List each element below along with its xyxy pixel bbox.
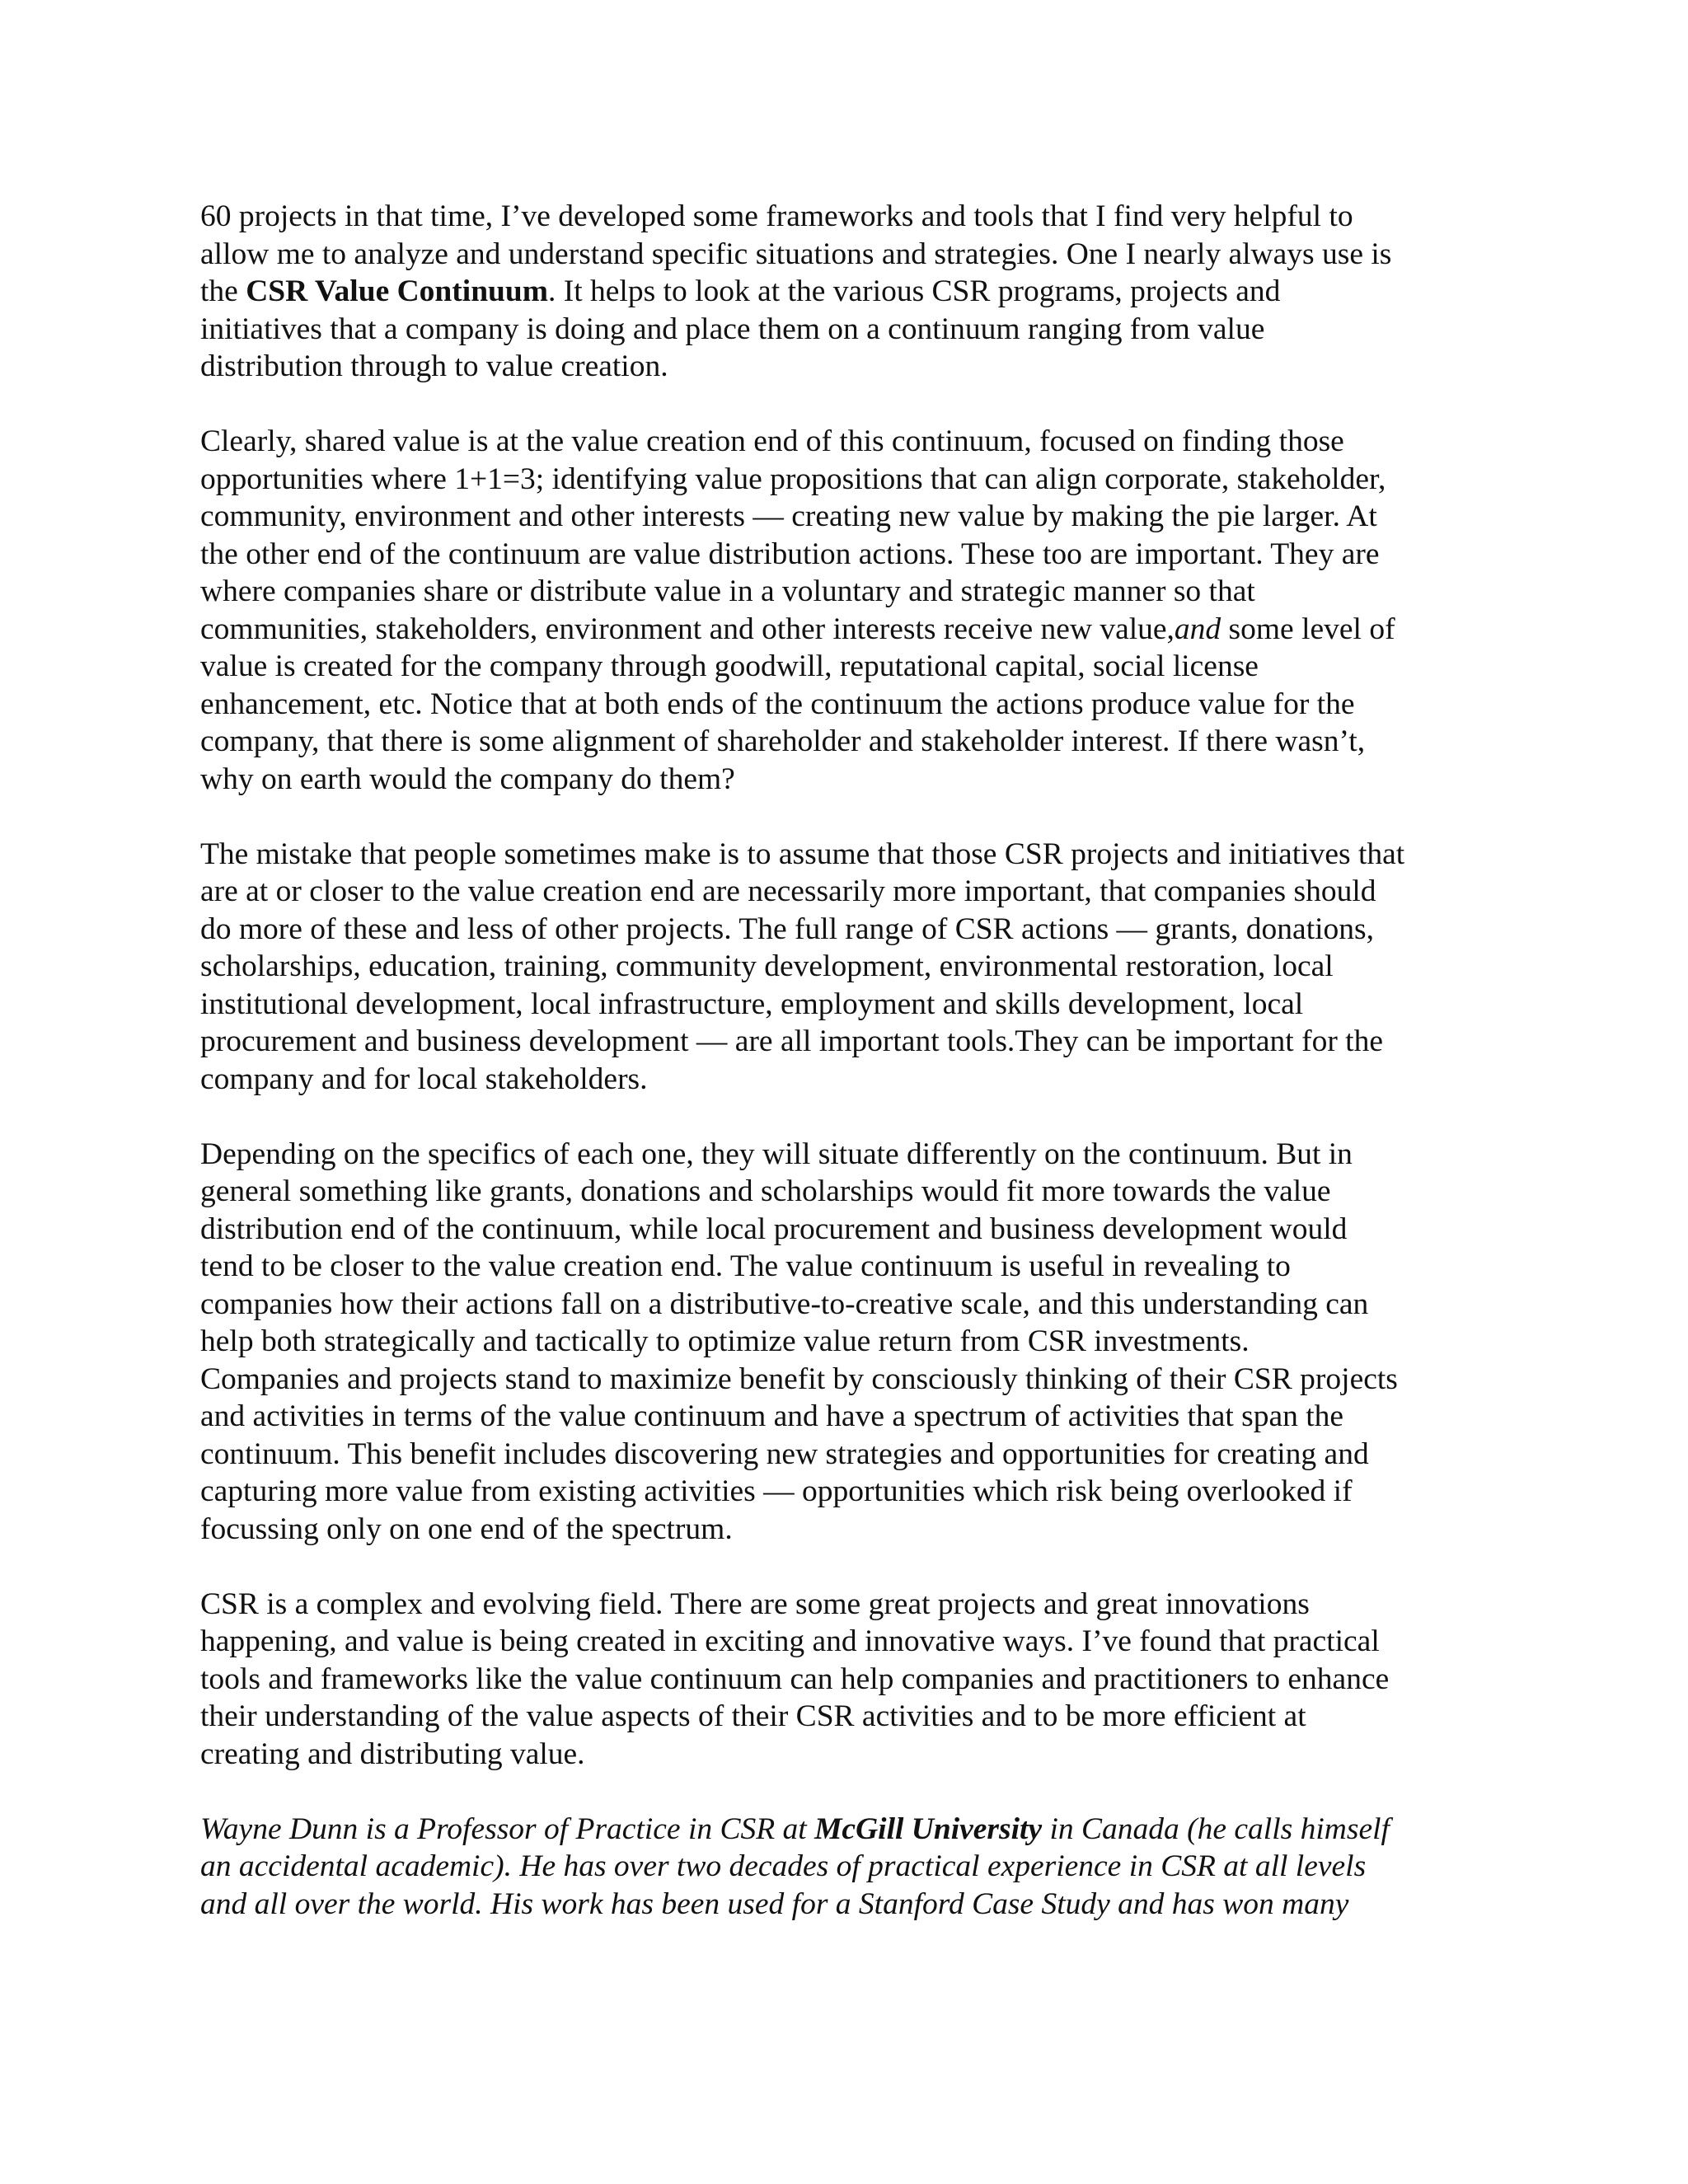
text-segment: company and for local stakeholders. (200, 1062, 648, 1096)
document-body (200, 198, 1503, 1923)
text-segment: tools and frameworks like the value continuum can help companies and practitioners to enhance (200, 1661, 1390, 1696)
text-segment: some level of (1221, 612, 1395, 646)
text-line (200, 1473, 1503, 1511)
text-line (200, 498, 1503, 536)
text-line (200, 1323, 1503, 1361)
text-line (200, 198, 1503, 236)
text-segment: and all over the world. His work has been used for a Stanford Case Study and has won many (200, 1886, 1349, 1921)
text-line (200, 1173, 1503, 1211)
text-segment: Companies and projects stand to maximize benefit by consciously thinking of their CSR projects (200, 1361, 1398, 1396)
text-line (200, 611, 1503, 649)
text-segment: enhancement, etc. Notice that at both ends of the continuum the actions produce value for the (200, 687, 1355, 721)
text-segment: company, that there is some alignment of shareholder and stakeholder interest. If there wasn’t, (200, 724, 1366, 758)
text-segment: community, environment and other interests — creating new value by making the pie larger. At (200, 499, 1377, 533)
text-line (200, 1623, 1503, 1661)
text-line (200, 873, 1503, 911)
text-segment: do more of these and less of other projects. The full range of CSR actions — grants, donations, (200, 912, 1375, 946)
paragraph-author-bio (200, 1811, 1503, 1924)
text-line (200, 1023, 1503, 1061)
text-line (200, 236, 1503, 274)
text-line (200, 1136, 1503, 1174)
text-segment: opportunities where 1+1=3; identifying value propositions that can align corporate, stakeholder, (200, 462, 1386, 496)
text-line (200, 536, 1503, 574)
text-segment: in Canada (he calls himself (1042, 1811, 1390, 1846)
text-segment: 60 projects in that time, I’ve developed some frameworks and tools that I find very helpful to (200, 199, 1353, 233)
text-segment: value is created for the company through goodwill, reputational capital, social license (200, 649, 1259, 683)
paragraph-mistake (200, 836, 1503, 1099)
text-segment: institutional development, local infrastructure, employment and skills development, local (200, 987, 1304, 1021)
text-line (200, 948, 1503, 986)
text-line (200, 686, 1503, 724)
text-line (200, 423, 1503, 461)
text-line (200, 273, 1503, 311)
text-segment: the (200, 274, 246, 308)
text-line (200, 1361, 1503, 1399)
text-line (200, 573, 1503, 611)
text-segment: Depending on the specifics of each one, they will situate differently on the continuum. But in (200, 1137, 1353, 1171)
text-segment: companies how their actions fall on a distributive-to-creative scale, and this understanding can (200, 1286, 1369, 1321)
text-segment: procurement and business development — are all important tools.They can be important for the (200, 1024, 1383, 1058)
document-page (200, 198, 1503, 1961)
text-line (200, 1436, 1503, 1474)
text-segment: why on earth would the company do them? (200, 762, 735, 796)
text-line (200, 1886, 1503, 1924)
text-line (200, 1661, 1503, 1699)
text-line (200, 1586, 1503, 1624)
text-segment: tend to be closer to the value creation end. The value continuum is useful in revealing to (200, 1249, 1291, 1283)
text-segment: and activities in terms of the value continuum and have a spectrum of activities that span the (200, 1399, 1344, 1433)
text-segment: . It helps to look at the various CSR programs, projects and (548, 274, 1281, 308)
text-line (200, 1736, 1503, 1774)
text-line (200, 1211, 1503, 1249)
text-segment: the other end of the continuum are value distribution actions. These too are important. They are (200, 537, 1380, 571)
text-segment: continuum. This benefit includes discovering new strategies and opportunities for creating and (200, 1436, 1369, 1471)
text-line (200, 761, 1503, 799)
text-segment: distribution end of the continuum, while local procurement and business development would (200, 1212, 1348, 1246)
text-line (200, 348, 1503, 386)
text-segment: happening, and value is being created in exciting and innovative ways. I’ve found that practical (200, 1624, 1380, 1658)
text-segment: capturing more value from existing activities — opportunities which risk being overlooked if (200, 1474, 1353, 1508)
text-segment: scholarships, education, training, community development, environmental restoration, local (200, 949, 1334, 983)
paragraph-specifics (200, 1136, 1503, 1549)
text-segment: focussing only on one end of the spectrum. (200, 1511, 733, 1546)
text-segment: creating and distributing value. (200, 1736, 585, 1771)
text-line (200, 1848, 1503, 1886)
text-line (200, 648, 1503, 686)
text-line (200, 723, 1503, 761)
text-segment: where companies share or distribute value in a voluntary and strategic manner so that (200, 574, 1255, 608)
text-line (200, 311, 1503, 349)
text-segment: general something like grants, donations and scholarships would fit more towards the value (200, 1174, 1331, 1208)
text-segment: allow me to analyze and understand specific situations and strategies. One I nearly always use is (200, 237, 1392, 271)
bold-text: McGill University (814, 1811, 1043, 1846)
text-line (200, 986, 1503, 1024)
text-segment: The mistake that people sometimes make is to assume that those CSR projects and initiatives that (200, 837, 1405, 871)
text-line (200, 1398, 1503, 1436)
text-line (200, 1061, 1503, 1099)
text-line (200, 1811, 1503, 1849)
text-segment: an accidental academic). He has over two decades of practical experience in CSR at all levels (200, 1849, 1367, 1883)
text-segment: their understanding of the value aspects of their CSR activities and to be more efficient at (200, 1699, 1306, 1733)
text-segment: Wayne Dunn is a Professor of Practice in CSR at (200, 1811, 815, 1846)
text-line (200, 1698, 1503, 1736)
text-segment: distribution through to value creation. (200, 349, 668, 383)
text-segment: initiatives that a company is doing and place them on a continuum ranging from value (200, 312, 1265, 346)
text-segment: communities, stakeholders, environment and other interests receive new value, (200, 612, 1175, 646)
bold-text: CSR Value Continuum (246, 274, 548, 308)
text-line (200, 836, 1503, 874)
paragraph-intro (200, 198, 1503, 386)
text-segment: Clearly, shared value is at the value creation end of this continuum, focused on finding those (200, 424, 1344, 458)
text-segment: help both strategically and tactically to optimize value return from CSR investments. (200, 1324, 1250, 1358)
text-line (200, 1511, 1503, 1549)
italic-text: and (1174, 612, 1221, 646)
text-line (200, 1286, 1503, 1324)
paragraph-shared-value (200, 423, 1503, 798)
text-line (200, 461, 1503, 499)
text-segment: CSR is a complex and evolving field. There are some great projects and great innovations (200, 1586, 1310, 1621)
text-line (200, 911, 1503, 949)
text-segment: are at or closer to the value creation end are necessarily more important, that companies should (200, 874, 1376, 908)
text-line (200, 1248, 1503, 1286)
paragraph-complex-field (200, 1586, 1503, 1774)
